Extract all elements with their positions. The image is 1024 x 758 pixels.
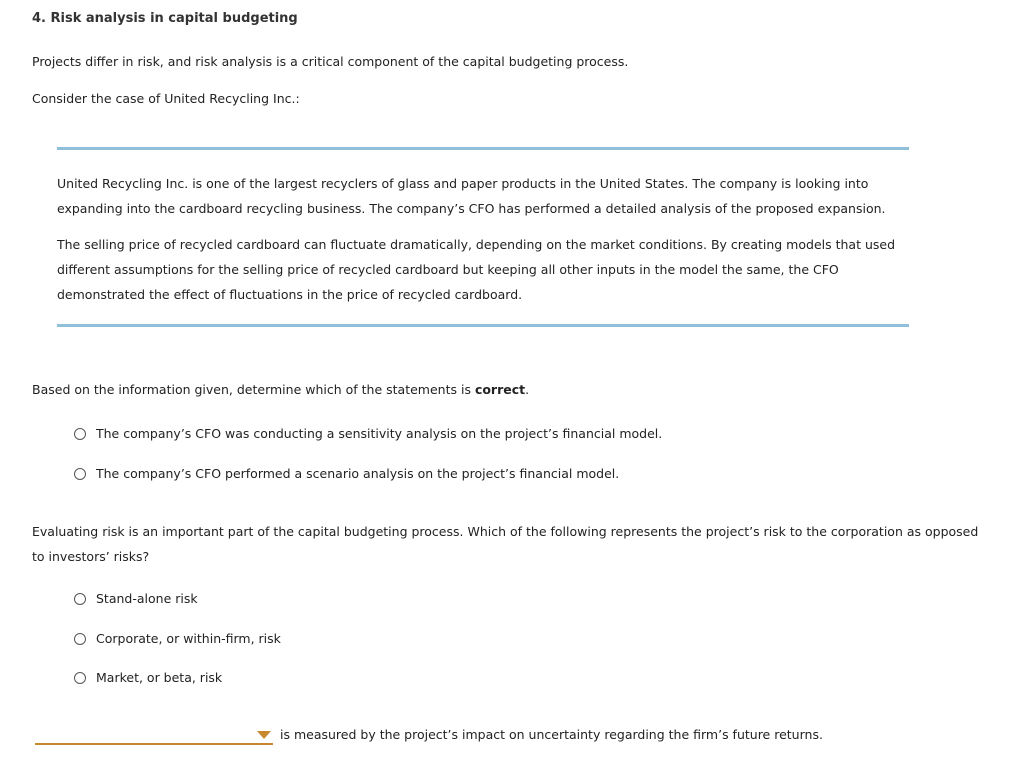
part2-option-corporate[interactable] bbox=[74, 631, 281, 646]
risk-type-dropdown[interactable] bbox=[35, 726, 273, 745]
part2-prompt: Evaluating risk is an important part of the capital budgeting process. Which of the following represents the project’s risk to the corporation as opposed to investors’ risks? bbox=[32, 524, 979, 564]
part2-option-stand-alone[interactable] bbox=[74, 591, 198, 606]
chevron-down-icon[interactable] bbox=[257, 731, 271, 739]
case-paragraph-2: The selling price of recycled cardboard can fluctuate dramatically, depending on the market conditions. By creating models that used different assumptions for the selling price of recycled cardboard but keeping all other inputs in the model the same, the CFO demonstrated the effect of fluctuations in the price of recycled cardboard. bbox=[57, 237, 896, 302]
intro-text: Projects differ in risk, and risk analysis is a critical component of the capital budgeting process. bbox=[32, 54, 629, 69]
dropdown-suffix-text: is measured by the project’s impact on uncertainty regarding the firm’s future returns. bbox=[280, 727, 823, 742]
question-heading: 4. Risk analysis in capital budgeting bbox=[32, 11, 298, 26]
case-paragraph-1: United Recycling Inc. is one of the largest recyclers of glass and paper products in the United States. The company is looking into expanding into the cardboard recycling business. The company’s CFO has performed a detailed analysis of the proposed expansion. bbox=[57, 176, 886, 216]
radio-button[interactable] bbox=[74, 468, 86, 480]
case-bottom-divider bbox=[57, 324, 909, 327]
radio-button[interactable] bbox=[74, 633, 86, 645]
part1-prompt-emphasis: correct bbox=[474, 382, 526, 397]
radio-button[interactable] bbox=[74, 672, 86, 684]
part1-option-scenario[interactable] bbox=[74, 466, 619, 481]
option-label: Market, or beta, risk bbox=[96, 670, 223, 685]
radio-button[interactable] bbox=[74, 428, 86, 440]
part1-prompt: Based on the information given, determine which of the statements is correct. bbox=[32, 382, 530, 397]
option-label: The company’s CFO performed a scenario analysis on the project’s financial model. bbox=[96, 466, 620, 481]
part2-option-market[interactable] bbox=[74, 670, 222, 685]
option-label: Corporate, or within-firm, risk bbox=[96, 631, 281, 646]
consider-text: Consider the case of United Recycling Inc.: bbox=[32, 91, 300, 106]
option-label: Stand-alone risk bbox=[96, 591, 198, 606]
option-label: The company’s CFO was conducting a sensitivity analysis on the project’s financial model. bbox=[96, 426, 663, 441]
part1-option-sensitivity[interactable] bbox=[74, 426, 662, 441]
case-top-divider bbox=[57, 147, 909, 150]
radio-button[interactable] bbox=[74, 593, 86, 605]
